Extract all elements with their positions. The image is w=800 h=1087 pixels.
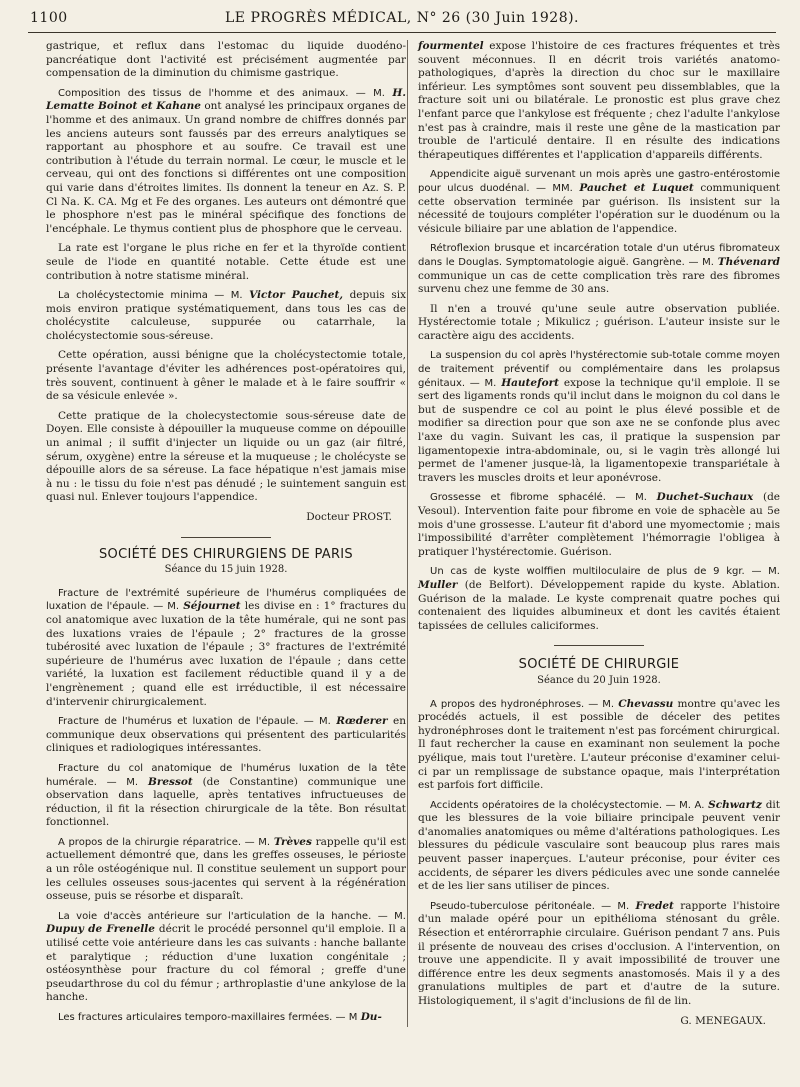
article-pseudo-tuberculose: Pseudo-tuberculose péritonéale. — M. Fredet rapporte l'histoire d'un malade opéré pour un epithélioma sténosant du grêle. Résection et entérorraphie circulaire. Guérison pendant 7 ans. Puis il présente de nouveau des crises d'occlusion. A l'intervention, on trouve une appendicite. Il y avait impossibilité de trouver une différence entre les deux segments anastomosés. Mais il y a des granulations multiples de part et d'autre de la suture. Histologiquement, il s'agit d'inclusions de fil de lin.	[418, 899, 781, 1007]
column-divider	[407, 40, 408, 1027]
section-date: Séance du 20 Juin 1928.	[537, 674, 661, 686]
paragraph: Il n'en a trouvé qu'une seule autre observation publiée. Hystérectomie totale ; Mikulicz ; guérison. L'auteur insiste sur le caractère aigu des accidents.	[418, 302, 780, 342]
journal-title: LE PROGRÈS MÉDICAL, N° 26 (30 Juin 1928).	[224, 10, 580, 26]
article-col-anatomique: Fracture du col anatomique de l'humérus luxation de la tête humérale. — M. Bressot (de Constantine) communique une observation dans laquelle, après tentatives infructueuses de réduction, il fit la résection chirurgicale de la tête. Bon résultat fonctionnel.	[46, 762, 406, 829]
paragraph: gastrique, et reflux dans l'estomac du liquide duodéno-pancréatique dont l'activité est précisément augmentée par compensation de la diminution du chimisme gastrique.	[46, 40, 406, 80]
paragraph: Cette opération, aussi bénigne que la cholécystectomie totale, présente l'avantage d'éviter les adhérences post-opératoires qui, très souvent, continuent à gêner le malade et à le faire souffrir « de sa vésicule enlevée ».	[46, 349, 406, 403]
page-header	[28, 6, 776, 28]
article-retroflexion: Rétroflexion brusque et incarcération totale d'un utérus fibromateux dans le Douglas. Symptomatologie aiguë. Gangrène. — M. Thévenard communique un cas de cette complication très rare des fibromes survenu chez une femme de 30 ans.	[418, 243, 780, 296]
left-column	[46, 40, 406, 1031]
page-number: 1100	[30, 10, 68, 26]
paragraph: Cette pratique de la cholecystectomie sous-séreuse date de Doyen. Elle consiste à dépouiller la muqueuse comme on dépouille un animal ; il suffit d'injecter un liquide ou un gaz (air filtré, sérum, oxygène) entre la séreuse et la muqueuse ; le cholécyste se dépouille alors de sa séreuse. La face hépatique n'est jamais mise à nu : le tissu du foie n'est pas dénudé ; le suintement sanguin est quasi nul. Enlever toujours l'appendice.	[46, 409, 406, 504]
article-chirurgie-reparatrice: A propos de la chirurgie réparatrice. — M. Trèves rappelle qu'il est actuellement démontré que, dans les greffes osseuses, le périoste a un rôle ostéogénique nul. Il constitue seulement un support pour les cellules osseuses sous-jacentes qui servent à la régénération osseuse, puis se résorbe et disparaît.	[46, 835, 406, 903]
section-title: SOCIÉTÉ DES CHIRURGIENS DE PARIS	[99, 546, 353, 562]
signature: Docteur PROST.	[306, 511, 392, 523]
article-appendicite: Appendicite aiguë survenant un mois après une gastro-entérostomie pour ulcus duodénal. — MM. Pauchet et Luquet communiquent cette observation terminée par guérison. Ils insistent sur la nécessité de toujours compléter l'opération sur le duodénum ou la vésicule biliaire par une ablation de l'appendice.	[418, 169, 781, 235]
article-composition-tissus: Composition des tissus de l'homme et des animaux. — M. H. Lematte Boinot et Kahane ont analysé les principaux organes de l'homme et des animaux. Un grand nombre de chiffres donnés par les anciens auteurs sont faussés par des erreurs analytiques se rapportant au phosphore et au soufre. Ce travail est une contribution à l'étude du terrain normal. Le cœur, le muscle et le cerveau, qui ont des fonctions si différentes ont une composition qui varie dans d'étroites limites. Ils donnent la teneur en Az. S. P. Cl Na. K. CA. Mg et Fe des organes. Les auteurs ont démontré que le phosphore n'est pas le minéral spécifique des fonctions de l'encéphale. Le thymus contient plus de phosphore que le cerveau.	[46, 86, 407, 235]
right-column	[418, 40, 780, 1036]
article-voie-acces-hanche: La voie d'accès antérieure sur l'articulation de la hanche. — M. Dupuy de Frenelle décrit le procédé personnel qu'il emploie. Il a utilisé cette voie antérieure dans les cas suivants : hanche ballante et paralytique ; réduction d'une luxation congénitale ; ostéosynthèse pour fracture du col fémoral ; greffe d'une pseudarthrose du col du fémur ; arthroplastie d'une ankylose de la hanche.	[46, 910, 407, 1004]
section-divider	[554, 645, 644, 646]
article-fracture-humerus: Fracture de l'extrémité supérieure de l'humérus compliquées de luxation de l'épaule. — M. Séjournet les divise en : 1° fractures du col anatomique avec luxation de la tête humérale, qui ne sont pas des luxations vraies de l'épaule ; 2° fractures de la grosse tubérosité avec luxation de l'épaule ; 3° fractures de l'extrémité supérieure de l'humérus avec luxation de l'épaule ; dans cette variété, la luxation est facilement réductible quand il y a de l'engrènement ; quand elle est irréductible, il est nécessaire d'intervenir chirurgicalement.	[46, 587, 406, 708]
article-hydronephroses: A propos des hydronéphroses. — M. Chevassu montre qu'avec les procédés actuels, il est possible de déceler des petites hydronéphroses dont le traitement n'est pas forcément chirurgical. Il faut rechercher la cause en examinant non seulement la poche pyélique, mais tout l'uretère. L'auteur préconise d'examiner celui-ci par un remplissage de substance opaque, mais l'interprétation est parfois fort difficile.	[418, 697, 780, 792]
article-kyste-wolffien: Un cas de kyste wolffien multiloculaire de plus de 9 kgr. — M. Muller (de Belfort). Développement rapide du kyste. Ablation. Guérison de la malade. Le kyste comprenait quatre poches qui contenaient des liquides albumineux et dont les cavités étaient tapissées de cellules caliciformes.	[418, 566, 780, 632]
article-accidents-cholecystectomie: Accidents opératoires de la cholécystectomie. — M. A. Schwartz dit que les blessures de la voie biliaire principale peuvent venir d'anomalies anatomiques ou même d'altérations pathologiques. Les blessures du pédicule vasculaire sont beaucoup plus rares mais peuvent passer inaperçues. L'auteur préconise, pour éviter ces accidents, de séparer les divers pédicules avec une sonde cannelée et de les lier sans utiliser de pinces.	[418, 798, 781, 893]
header-rule	[28, 32, 776, 33]
article-suspension-col: La suspension du col après l'hystérectomie sub-totale comme moyen de traitement préventif ou complémentaire dans les prolapsus génitaux. — M. Hautefort expose la technique qu'il emploie. Il se sert des ligaments ronds qu'il inclut dans le moignon du col dans le but de suspendre ce col au point le plus élevé possible et de modifier sa direction pour que son axe ne se confonde plus avec l'axe du vagin. Suivant les cas, il pratique la suspension par ligamentopexie intra-abdominale, ou, si le vagin très allongé lui permet de l'amener jusque-là, la ligamentopexie transpariétale à travers les muscles droits et leur aponévrose.	[418, 350, 781, 484]
paragraph: La rate est l'organe le plus riche en fer et la thyroïde contient seule de l'iode en quantité notable. Cette étude est une contribution à notre statisme minéral.	[46, 242, 406, 282]
article-luxation-epaule: Fracture de l'humérus et luxation de l'épaule. — M. Rœderer en communique deux observations qui présentent des particularités cliniques et radiologiques intéressantes.	[46, 715, 406, 755]
signature: G. MENEGAUX.	[680, 1014, 766, 1027]
article-cholecystectomie: La cholécystectomie minima — M. Victor Pauchet, depuis six mois environ pratique systématiquement, dans tous les cas de cholécystite calculeuse, suppurée ou catarrhale, la cholécystectomie sous-séreuse.	[46, 289, 406, 342]
article-continuation: fourmentel expose l'histoire de ces fractures fréquentes et très souvent méconnues. Il en décrit trois variétés anatomo-pathologiques, d'après la direction du choc sur le maxillaire inférieur. Les symptômes sont souvent peu dissemblables, que la fracture soit uni ou bilatérale. Le pronostic est plus grave chez l'enfant parce que l'ankylose est fréquente ; chez l'adulte l'ankylose n'est pas à craindre, mais il reste une gêne de la mastication par trouble de l'articulé dentaire. Il en résulte des indications thérapeutiques différentes et l'application d'appareils différents.	[418, 40, 780, 161]
article-grossesse-fibrome: Grossesse et fibrome sphacélé. — M. Duchet-Suchaux (de Vesoul). Intervention faite pour fibrome en voie de sphacèle au 5e mois d'une grossesse. L'auteur fit d'abord une myomectomie ; mais l'impossibilité d'arrêter complètement l'hémorragie l'obligea à pratiquer l'hystérectomie. Guérison.	[418, 491, 780, 558]
article-fractures-temporo-maxillaires: Les fractures articulaires temporo-maxillaires fermées. — M Du-	[58, 1011, 382, 1023]
section-date: Séance du 15 juin 1928.	[164, 564, 288, 576]
section-title: SOCIÉTÉ DE CHIRURGIE	[518, 657, 680, 673]
section-divider	[181, 537, 271, 538]
